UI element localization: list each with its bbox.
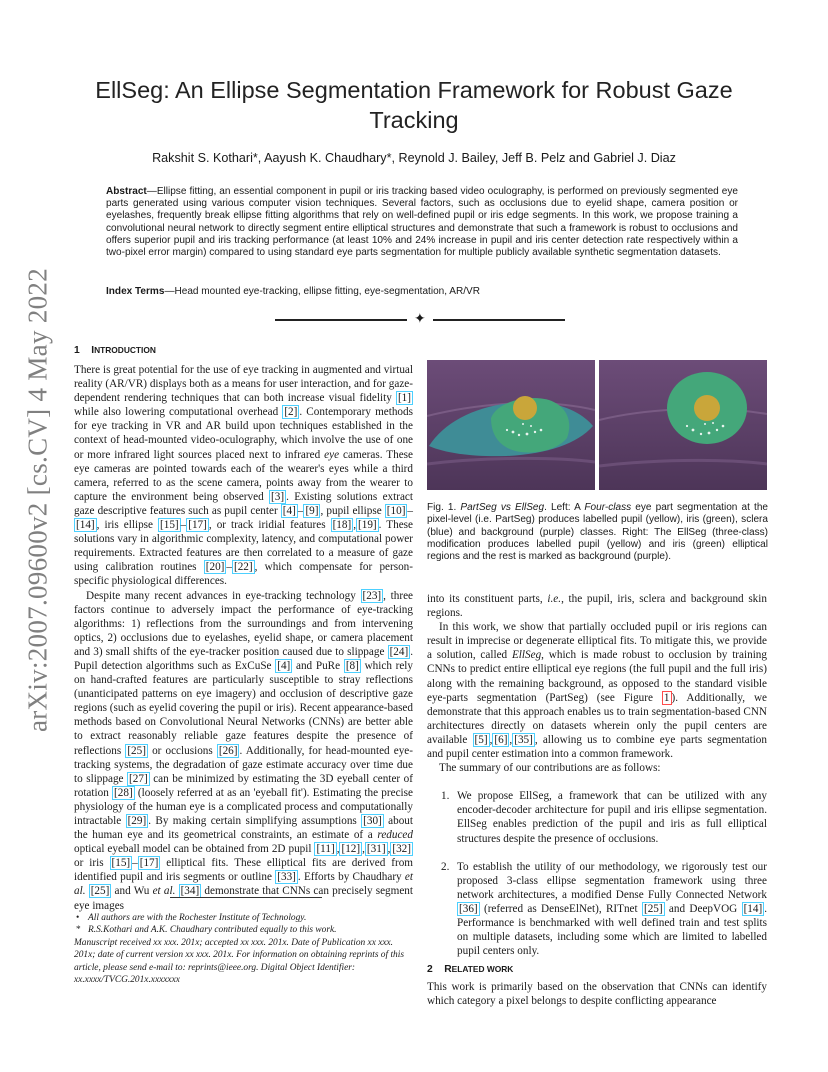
list-item: 1. We propose EllSeg, a framework that can be utilized with any encoder-decoder architecture for pupil and iris ellipse segmentation. EllSeg enables prediction of the pupil and iris as full elliptical structures despite the presence of occlusions. bbox=[441, 790, 767, 845]
index-terms-text: —Head mounted eye-tracking, ellipse fitting, eye-segmentation, AR/VR bbox=[164, 286, 480, 297]
abstract-text: —Ellipse fitting, an essential component in pupil or iris tracking based video oculography, is performed on previously segmented eye parts generated using various computer vision techniques. Several factors, such as occlusions due to eyelid shape, camera position or eyelashes, frequently break ellipse fitting algorithms that rely on well-defined pupil or iris edge segments. In this work, we propose training a convolutional neural network to directly segment entire elliptical structures and demonstrate that such a framework is robust to occlusions and offers superior pupil and iris tracking performance (at least 10% and 24% increase in pupil and iris center detection rate respectively within a two-pixel error margin) compared to using standard eye parts segmentation for multiple publicly available synthetic segmentation datasets. bbox=[106, 186, 738, 259]
citation-link[interactable]: [4] bbox=[277, 659, 291, 672]
figure-link[interactable]: 1 bbox=[663, 691, 670, 704]
citation-link[interactable]: [14] bbox=[743, 902, 763, 915]
citation-link[interactable]: [17] bbox=[139, 857, 159, 870]
citation-link[interactable]: [14] bbox=[76, 519, 95, 532]
citation-link[interactable]: [11] bbox=[316, 843, 335, 856]
index-terms-label: Index Terms bbox=[106, 286, 165, 297]
left-column-text bbox=[74, 363, 413, 913]
citation-link[interactable]: [33] bbox=[277, 871, 296, 884]
citation-link[interactable]: [32] bbox=[392, 843, 411, 856]
pupil-region bbox=[513, 396, 537, 420]
citation-link[interactable]: [25] bbox=[643, 902, 663, 915]
citation-link[interactable]: [29] bbox=[127, 815, 147, 827]
citation-link[interactable]: [1] bbox=[397, 392, 411, 405]
author-list: Rakshit S. Kothari*, Aayush K. Chaudhary*, Reynold J. Bailey, Jeff B. Pelz and Gabriel J. Diaz bbox=[152, 151, 676, 165]
citation-link[interactable]: [35] bbox=[514, 733, 533, 746]
citation-link[interactable]: [6] bbox=[494, 733, 508, 746]
related-work-paragraph: This work is primarily based on the observation that CNNs can identify which category a pixel belongs to despite conflicting appearance bbox=[427, 981, 767, 1008]
citation-link[interactable]: [18] bbox=[332, 519, 352, 532]
paper-title: EllSeg: An Ellipse Segmentation Framework for Robust Gaze Tracking bbox=[95, 77, 733, 133]
citation-link[interactable]: [26] bbox=[218, 744, 238, 757]
arxiv-stamp: arXiv:2007.09600v2 [cs.CV] 4 May 2022 bbox=[22, 267, 53, 733]
right-paragraph-2: In this work, we show that partially occluded pupil or iris regions can result in imprecise or degenerate elliptical fits. To mitigate this, we provide a solution, called EllSeg, which is made robust to occlusion by training CNNs to predict entire elliptical eye regions (the full pupil and the full iris) along with the remaining background, as opposed to the standard visible eye-parts segmentation (PartSeg) (see Figure 1 ). Additionally, we demonstrate that this approach enables us to train segmentation-based CNN architectures directly on datasets wherein only the pupil centers are available [5] , [6] , [35] , allowing us to combine eye parts segmentation and pupil center estimation into a common framework. bbox=[427, 621, 768, 761]
citation-link[interactable]: [20] bbox=[205, 561, 225, 574]
diamond-icon: ✦ bbox=[414, 312, 426, 327]
pupil-ellipse bbox=[694, 395, 720, 421]
intro-paragraph-2: Despite many recent advances in eye-tracking technology [23] , three factors continue to adversely impact the performance of eye-tracking algorithms: 1) reflections from the surroundings and from intervening optics, 2) occlusions due to eyelashes, eyelid shape, or camera placement and 3) small shifts of the eye-tracker position caused due to slippage [24] . Pupil detection algorithms such as ExCuSe [4] and PuRe [8] which rely on hand-crafted features are particularly susceptible to stray reflections (unanticipated patterns on eye imagery) and occlusion of descriptive gaze regions (such as eyelid covering the pupil or iris). Recent appearance-based methods based on Convolutional Neural Networks (CNNs) are better able to extract reasonably reliable gaze features despite the presence of reflections [25] or occlusions [26] . Additionally, for head-mounted eye-tracking systems, the degradation of gaze estimate accuracy over time due to slippage [27] can be minimized by estimating the 3D eyeball center of rotation [28] (loosely referred at as an 'eyeball fit'). Estimating the precise physiology of the human eye is a complicated process and computationally intractable [29] . By making certain simplifying assumptions [30] about the human eye and its geometrical constraints, an estimate of a reduced optical eyeball model can be obtained from 2D pupil [11] , [12] , [31] , [32] or iris [15] – [17] elliptical fits. These elliptical fits are derived from identified pupil and iris segments or outline [33] . Efforts by Chaudhary et al. [25] and Wu et al. [34] demonstrate that CNNs can precisely segment eye images bbox=[74, 589, 414, 912]
index-terms bbox=[106, 286, 738, 297]
citation-link[interactable]: [12] bbox=[341, 843, 361, 856]
footnote-equal-contribution: * R.S.Kothari and A.K. Chaudhary contributed equally to this work. bbox=[76, 925, 337, 936]
citation-link[interactable]: [34] bbox=[180, 885, 200, 898]
manuscript-info: Manuscript received xx xxx. 201x; accepted xx xxx. 201x. Date of Publication xx xxx. 201x; date of current version xx xxx. 201x. For information on obtaining reprints of this article, please send e-mail to: reprints@ieee.org. Digital Object Identifier: xx.xxxx/TVCG.201x.xxxxxxx bbox=[74, 937, 404, 986]
abstract bbox=[106, 186, 738, 259]
citation-link[interactable]: [9] bbox=[305, 504, 319, 517]
citation-link[interactable]: [5] bbox=[474, 733, 488, 746]
section-heading-introduction: 1 INTRODUCTION bbox=[74, 345, 156, 356]
figure-caption: Fig. 1. PartSeg vs EllSeg. Left: A Four-class eye part segmentation at the pixel-level (i.e. PartSeg) produces labelled pupil (yellow), iris (green), sclera (blue) and background (purple) classes. Right: The EllSeg (three-class) modification produces labelled pupil (yellow) and iris (green) elliptical regions and the rest is marked as background (purple). bbox=[427, 502, 768, 563]
citation-link[interactable]: [2] bbox=[284, 406, 298, 419]
footnotes bbox=[74, 912, 414, 986]
figure-1 bbox=[427, 360, 767, 490]
citation-link[interactable]: [28] bbox=[114, 786, 133, 799]
footnote-affiliation: • All authors are with the Rochester Institute of Technology. bbox=[76, 913, 307, 923]
citation-link[interactable]: [22] bbox=[233, 561, 253, 574]
citation-link[interactable]: [23] bbox=[362, 589, 382, 602]
citation-link[interactable]: [19] bbox=[358, 519, 377, 532]
intro-paragraph-1: There is great potential for the use of eye tracking in augmented and virtual reality (AR/VR) displays both as a means for user interaction, and for gaze-dependent rendering techniques that can both increase visual fidelity [1] while also lowering computational overhead [2] . Contemporary methods for eye tracking in VR and AR build upon techniques established in the context of head-mounted video-oculography, which involve the use of one or more infrared light sources placed next to infrared eye cameras. These eye cameras are pointed towards each of the wearer's eyes while a third camera, referred to as the scene camera, points away from the wearer to capture the environment being observed [3] . Existing solutions extract gaze descriptive features such as pupil center [4] – [9] , pupil ellipse [10] –[14] , iris ellipse [15] – [17] , or track iridial features [18] , [19] . These solutions vary in algorithmic complexity, latency, and computational power requirements. Extracted features are then correlated to a measure of gaze using calibration routines [20] – [22] , which compensate for person-specific physiological differences. bbox=[74, 364, 414, 588]
right-column-text bbox=[427, 592, 767, 972]
list-item: 2. To establish the utility of our methodology, we rigorously test our proposed 3-class ellipse segmentation framework using three network architectures, a modified Dense Fully Connected Network [36] (referred as DenseElNet), RITnet [25] and DeepVOG [14] . Performance is benchmarked with well defined train and test splits on multiple datasets, including some which are limited to labelled pupil centers only. bbox=[441, 860, 768, 958]
contributions-list bbox=[427, 789, 767, 958]
right-paragraph-3: The summary of our contributions are as follows: bbox=[439, 762, 661, 775]
abstract-label: Abstract bbox=[106, 186, 147, 197]
citation-link[interactable]: [30] bbox=[363, 815, 382, 827]
citation-link[interactable]: [31] bbox=[366, 843, 386, 856]
citation-link[interactable]: [15] bbox=[111, 857, 131, 870]
citation-link[interactable]: [27] bbox=[129, 772, 148, 785]
section-heading-related-work: 2 RELATED WORK bbox=[427, 964, 514, 975]
citation-link[interactable]: [25] bbox=[127, 744, 146, 757]
ellseg-image bbox=[599, 360, 767, 490]
citation-link[interactable]: [4] bbox=[282, 504, 296, 517]
citation-link[interactable]: [10] bbox=[386, 504, 406, 517]
citation-link[interactable]: [24] bbox=[389, 645, 409, 658]
citation-link[interactable]: [8] bbox=[345, 659, 359, 672]
section-separator bbox=[275, 312, 565, 328]
partseg-image bbox=[427, 360, 595, 490]
citation-link[interactable]: [25] bbox=[90, 885, 110, 898]
citation-link[interactable]: [36] bbox=[459, 902, 478, 915]
right-paragraph-1: into its constituent parts, i.e., the pupil, iris, sclera and background skin regions. bbox=[427, 593, 767, 620]
citation-link[interactable]: [15] bbox=[160, 519, 179, 532]
citation-link[interactable]: [17] bbox=[188, 519, 207, 532]
citation-link[interactable]: [3] bbox=[271, 490, 285, 503]
footnote-rule bbox=[170, 897, 322, 898]
